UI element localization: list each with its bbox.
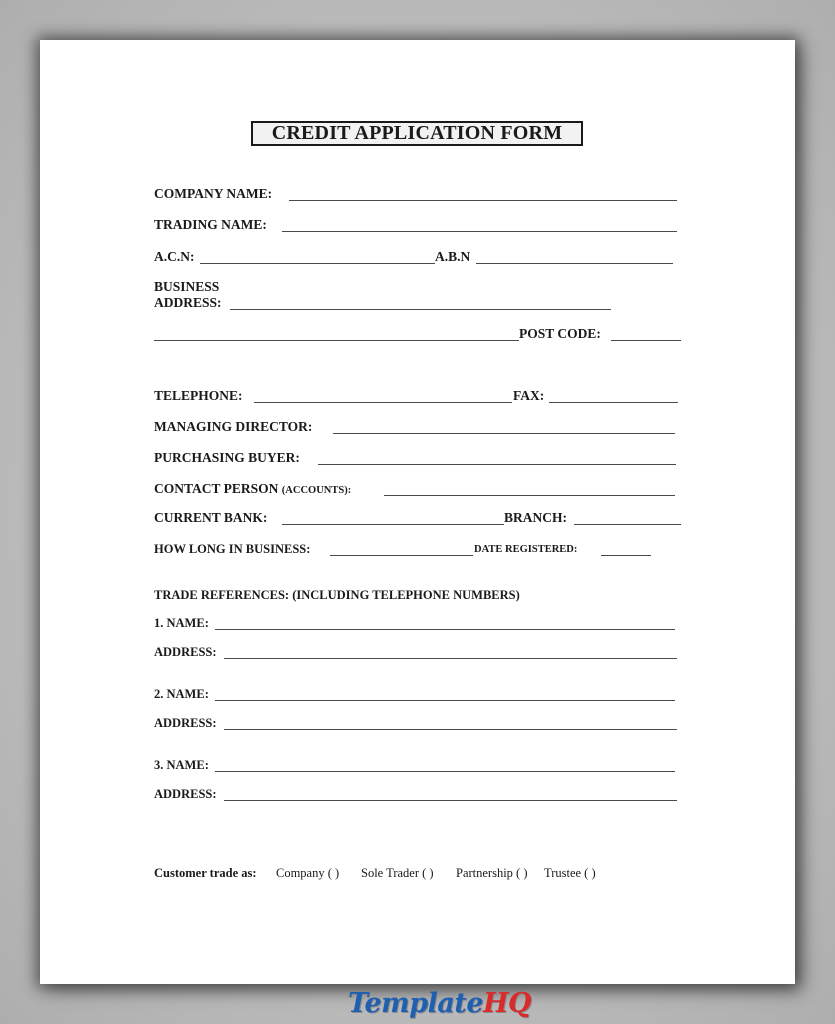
current-bank-label: CURRENT BANK:	[154, 510, 268, 525]
reference-1-address-field[interactable]	[224, 658, 677, 659]
contact-person-label: CONTACT PERSON (ACCOUNTS):	[154, 481, 352, 496]
trade-option-sole-trader[interactable]: Sole Trader ( )	[361, 866, 434, 880]
branch-field[interactable]	[574, 524, 681, 525]
reference-2-name-label: 2. NAME:	[154, 687, 209, 701]
date-registered-label: DATE REGISTERED:	[474, 544, 578, 555]
telephone-field[interactable]	[254, 402, 512, 403]
managing-director-field[interactable]	[333, 433, 675, 434]
acn-field[interactable]	[200, 263, 435, 264]
trading-name-label: TRADING NAME:	[154, 217, 267, 232]
trade-option-trustee[interactable]: Trustee ( )	[544, 866, 596, 880]
reference-2-name-field[interactable]	[215, 700, 675, 701]
customer-trade-label: Customer trade as:	[154, 866, 257, 880]
abn-label: A.B.N	[435, 249, 471, 264]
business-address-label-line2: ADDRESS:	[154, 295, 222, 310]
trade-option-company[interactable]: Company ( )	[276, 866, 340, 880]
customer-trade-row	[154, 866, 257, 880]
reference-2-address-label: ADDRESS:	[154, 716, 217, 730]
post-code-label: POST CODE:	[519, 326, 601, 341]
reference-1-name-field[interactable]	[215, 629, 675, 630]
date-registered-field[interactable]	[601, 555, 651, 556]
reference-3-address-label: ADDRESS:	[154, 787, 217, 801]
trade-option-partnership[interactable]: Partnership ( )	[456, 866, 528, 880]
purchasing-buyer-label: PURCHASING BUYER:	[154, 450, 300, 465]
fax-field[interactable]	[549, 402, 678, 403]
branch-label: BRANCH:	[504, 510, 567, 525]
reference-2-address-field[interactable]	[224, 729, 677, 730]
company-name-field[interactable]	[289, 200, 677, 201]
acn-label: A.C.N:	[154, 249, 195, 264]
how-long-label: HOW LONG IN BUSINESS:	[154, 542, 311, 556]
how-long-field[interactable]	[330, 555, 473, 556]
form-title: CREDIT APPLICATION FORM	[251, 121, 583, 146]
current-bank-field[interactable]	[282, 524, 504, 525]
purchasing-buyer-field[interactable]	[318, 464, 676, 465]
business-address-label-line1: BUSINESS	[154, 279, 220, 294]
reference-1-name-label: 1. NAME:	[154, 616, 209, 630]
post-code-field[interactable]	[611, 340, 681, 341]
contact-person-field[interactable]	[384, 495, 675, 496]
abn-field[interactable]	[476, 263, 673, 264]
trade-references-heading: TRADE REFERENCES: (INCLUDING TELEPHONE NUMBERS)	[154, 588, 520, 602]
reference-3-name-label: 3. NAME:	[154, 758, 209, 772]
fax-label: FAX:	[513, 388, 545, 403]
managing-director-label: MANAGING DIRECTOR:	[154, 419, 313, 434]
reference-1-address-label: ADDRESS:	[154, 645, 217, 659]
telephone-label: TELEPHONE:	[154, 388, 243, 403]
company-name-label: COMPANY NAME:	[154, 186, 273, 201]
templatehq-logo: TemplateHQ	[348, 988, 532, 1019]
trading-name-field[interactable]	[282, 231, 677, 232]
business-address-field-1[interactable]	[230, 309, 611, 310]
reference-3-address-field[interactable]	[224, 800, 677, 801]
business-address-field-2[interactable]	[154, 340, 519, 341]
reference-3-name-field[interactable]	[215, 771, 675, 772]
